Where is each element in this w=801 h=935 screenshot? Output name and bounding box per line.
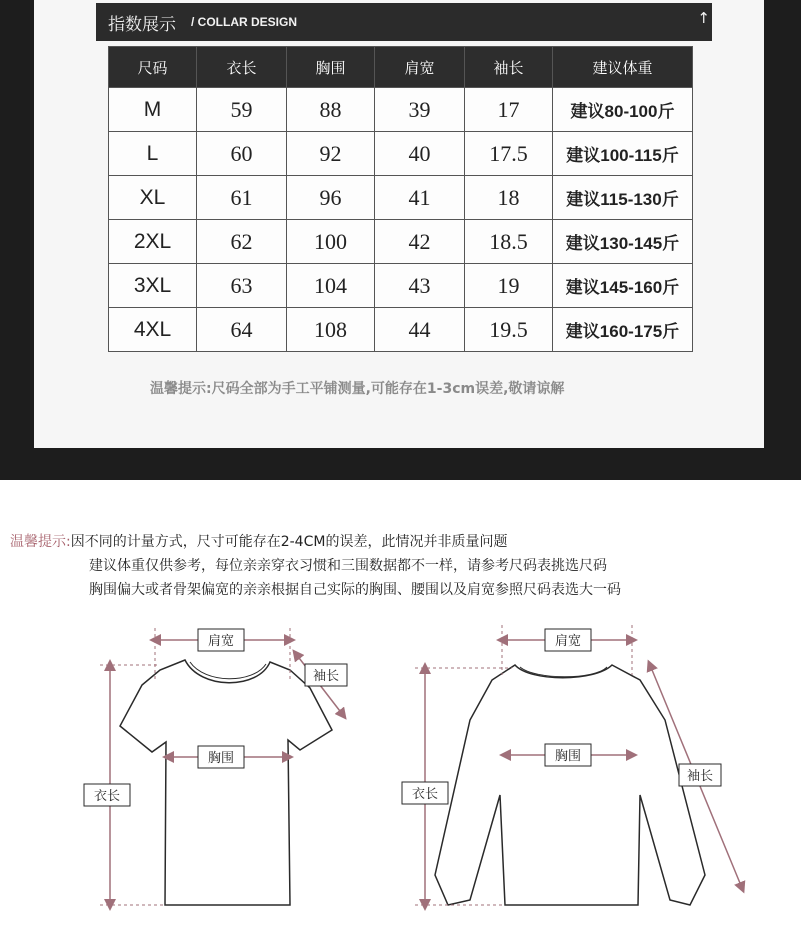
shoulder-label-long: 肩宽 (554, 634, 582, 649)
sleeve-label-long: 袖长 (686, 769, 714, 784)
cell-weight: 建议100-115斤 (553, 132, 693, 176)
cell-weight: 建议130-145斤 (553, 220, 693, 264)
length-label-tee: 衣长 (93, 789, 121, 804)
cell-size: 3XL (109, 264, 197, 308)
cell-sleeve: 17.5 (465, 132, 553, 176)
cell-sleeve: 17 (465, 88, 553, 132)
chest-label-tee: 胸围 (207, 751, 235, 766)
cell-weight: 建议160-175斤 (553, 308, 693, 352)
cell-shoulder: 42 (375, 220, 465, 264)
header-title: 指数展示 (108, 15, 176, 35)
cell-chest: 88 (287, 88, 375, 132)
cell-shoulder: 43 (375, 264, 465, 308)
header-bar (96, 3, 712, 41)
tip-line-1 (10, 530, 621, 554)
cell-shoulder: 39 (375, 88, 465, 132)
cell-weight: 建议145-160斤 (553, 264, 693, 308)
cell-chest: 104 (287, 264, 375, 308)
length-label-long: 衣长 (411, 787, 439, 802)
cell-length: 61 (197, 176, 287, 220)
table-header-row (109, 47, 693, 88)
table-row (109, 132, 693, 176)
cell-sleeve: 18 (465, 176, 553, 220)
cell-weight: 建议80-100斤 (553, 88, 693, 132)
cell-length: 64 (197, 308, 287, 352)
cell-size: M (109, 88, 197, 132)
col-header-weight: 建议体重 (553, 47, 693, 88)
col-header-shoulder: 肩宽 (375, 47, 465, 88)
col-header-size: 尺码 (109, 47, 197, 88)
cell-shoulder: 44 (375, 308, 465, 352)
cell-chest: 92 (287, 132, 375, 176)
cell-length: 63 (197, 264, 287, 308)
tip-text-1: 因不同的计量方式，尺寸可能存在2-4CM的误差，此情况并非质量问题 (70, 534, 508, 550)
arrow-icon: ↑ (697, 9, 710, 27)
cell-chest: 108 (287, 308, 375, 352)
cell-chest: 96 (287, 176, 375, 220)
chest-label-long: 胸围 (554, 749, 582, 764)
table-row (109, 88, 693, 132)
col-header-chest: 胸围 (287, 47, 375, 88)
tip-label: 温馨提示: (10, 534, 71, 550)
table-row (109, 220, 693, 264)
size-table (108, 46, 693, 352)
cell-size: L (109, 132, 197, 176)
tshirt-outline (120, 660, 332, 905)
cell-size: XL (109, 176, 197, 220)
cell-weight: 建议115-130斤 (553, 176, 693, 220)
cell-sleeve: 19 (465, 264, 553, 308)
table-row (109, 176, 693, 220)
cell-shoulder: 41 (375, 176, 465, 220)
shoulder-label-tee: 肩宽 (207, 634, 235, 649)
table-row (109, 308, 693, 352)
cell-chest: 100 (287, 220, 375, 264)
cell-length: 59 (197, 88, 287, 132)
cell-shoulder: 40 (375, 132, 465, 176)
col-header-sleeve: 袖长 (465, 47, 553, 88)
tip-line-2: 建议体重仅供参考，每位亲亲穿衣习惯和三围数据都不一样，请参考尺码表挑选尺码 (89, 558, 607, 574)
cell-length: 62 (197, 220, 287, 264)
cell-sleeve: 18.5 (465, 220, 553, 264)
longsleeve-neck-inner (520, 667, 607, 677)
header-subtitle: / COLLAR DESIGN (191, 15, 298, 29)
col-header-length: 衣长 (197, 47, 287, 88)
cell-size: 2XL (109, 220, 197, 264)
tip-line-3: 胸围偏大或者骨架偏宽的亲亲根据自己实际的胸围、腰围以及肩宽参照尺码表选大一码 (89, 582, 621, 598)
cell-sleeve: 19.5 (465, 308, 553, 352)
cell-length: 60 (197, 132, 287, 176)
sleeve-label-tee: 袖长 (312, 669, 340, 684)
measurement-note: 温馨提示:尺码全部为手工平铺测量,可能存在1-3cm误差,敬请谅解 (150, 381, 565, 397)
cell-size: 4XL (109, 308, 197, 352)
measurement-diagram (0, 600, 801, 935)
tips-block (10, 530, 621, 602)
table-row (109, 264, 693, 308)
